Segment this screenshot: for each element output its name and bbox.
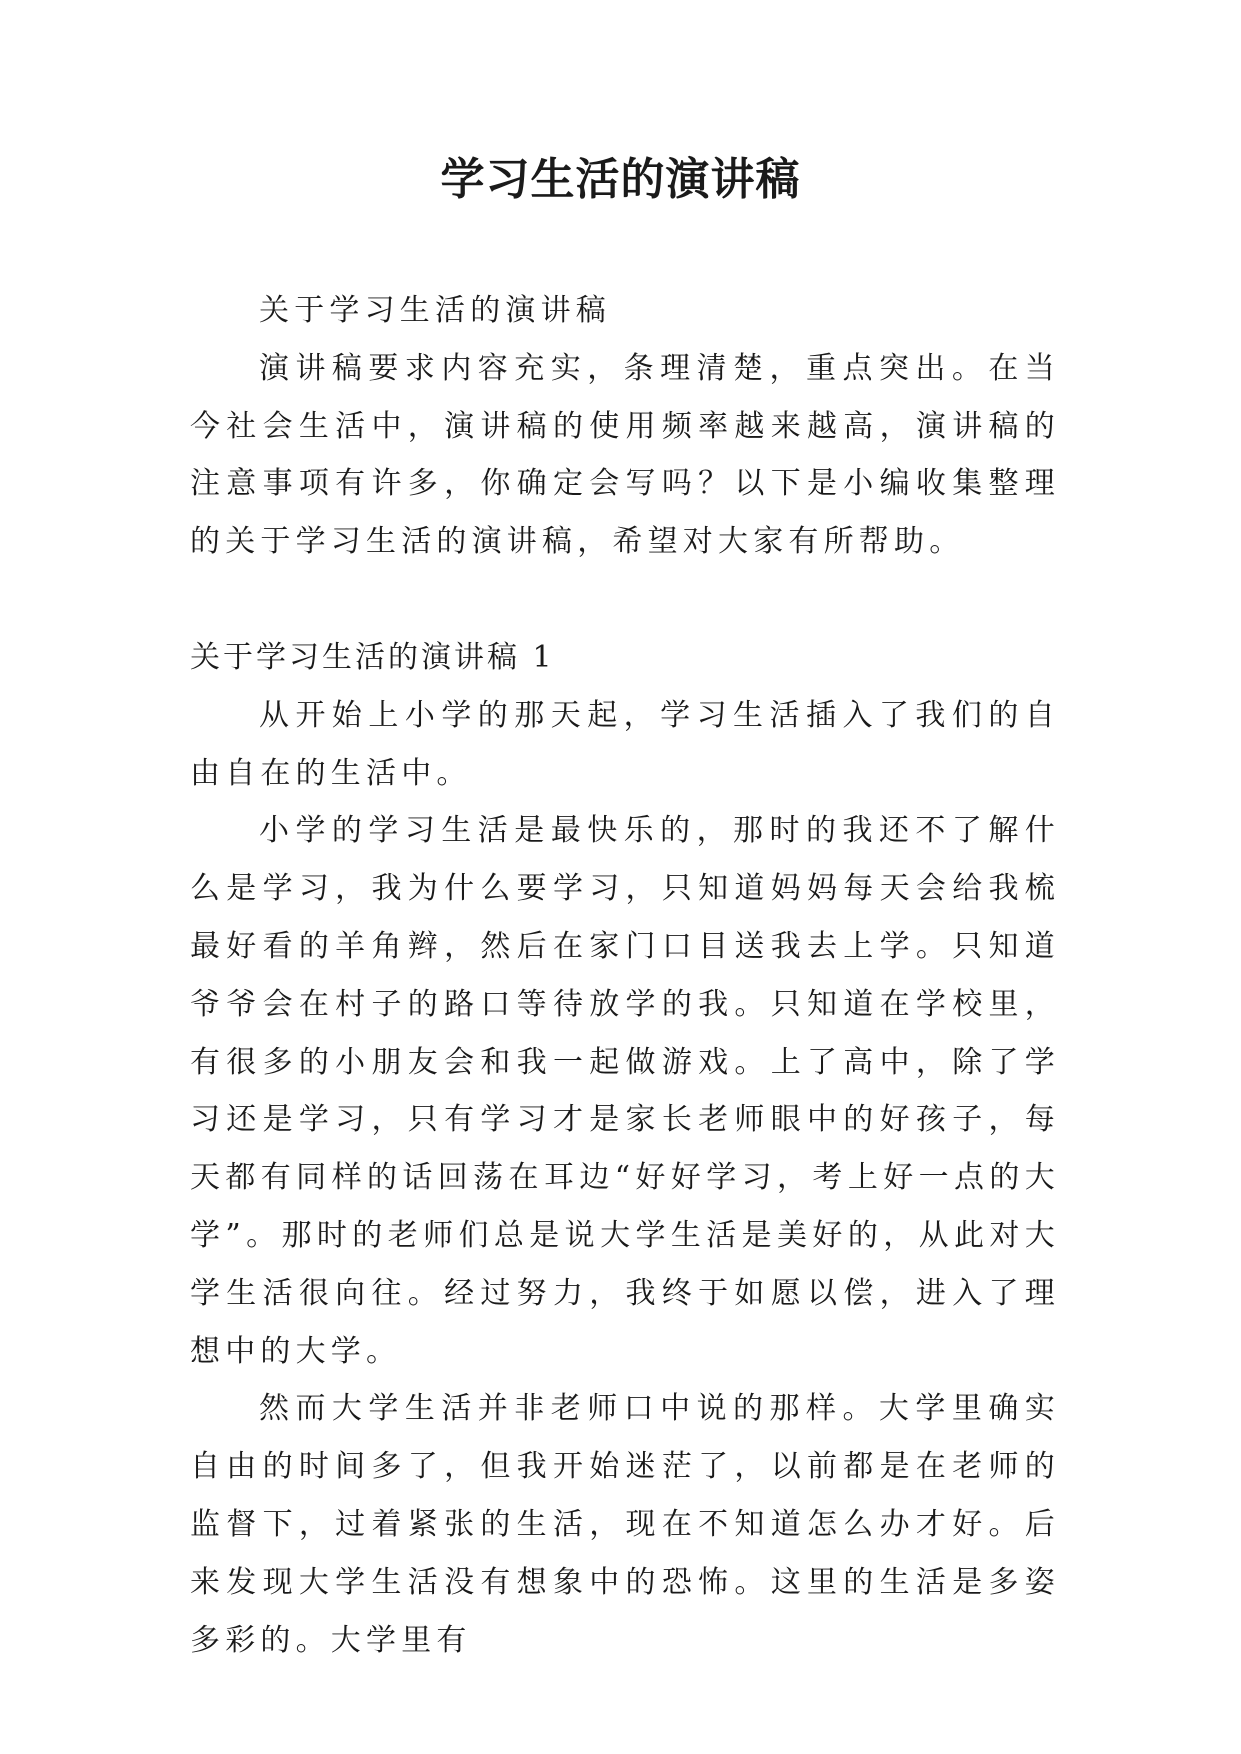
document-body: [190, 282, 1060, 1669]
section-1-paragraph-1: 从开始上小学的那天起，学习生活插入了我们的自由自在的生活中。: [190, 697, 1060, 791]
document-title: 学习生活的演讲稿: [440, 154, 801, 205]
intro-paragraph: 演讲稿要求内容充实，条理清楚，重点突出。在当今社会生活中，演讲稿的使用频率越来越高，演讲稿的注意事项有许多，你确定会写吗？以下是小编收集整理的关于学习生活的演讲稿，希望对大家有所帮助。: [190, 350, 1060, 560]
intro-label: 关于学习生活的演讲稿: [259, 293, 611, 328]
section-1-heading: 关于学习生活的演讲稿 1: [190, 639, 555, 675]
section-1-paragraph-2: 小学的学习生活是最快乐的，那时的我还不了解什么是学习，我为什么要学习，只知道妈妈每天会给我梳最好看的羊角辫，然后在家门口目送我去上学。只知道爷爷会在村子的路口等待放学的我。只知道在学校里，有很多的小朋友会和我一起做游戏。上了高中，除了学习还是学习，只有学习才是家长老师眼中的好孩子，每天都有同样的话回荡在耳边“好好学习，考上好一点的大学”。那时的老师们总是说大学生活是美好的，从此对大学生活很向往。经过努力，我终于如愿以偿，进入了理想中的大学。: [190, 813, 1060, 1369]
section-1-paragraph-3: 然而大学生活并非老师口中说的那样。大学里确实自由的时间多了，但我开始迷茫了，以前都是在老师的监督下，过着紧张的生活，现在不知道怎么办才好。后来发现大学生活没有想象中的恐怖。这里的生活是多姿多彩的。大学里有: [190, 1391, 1060, 1658]
